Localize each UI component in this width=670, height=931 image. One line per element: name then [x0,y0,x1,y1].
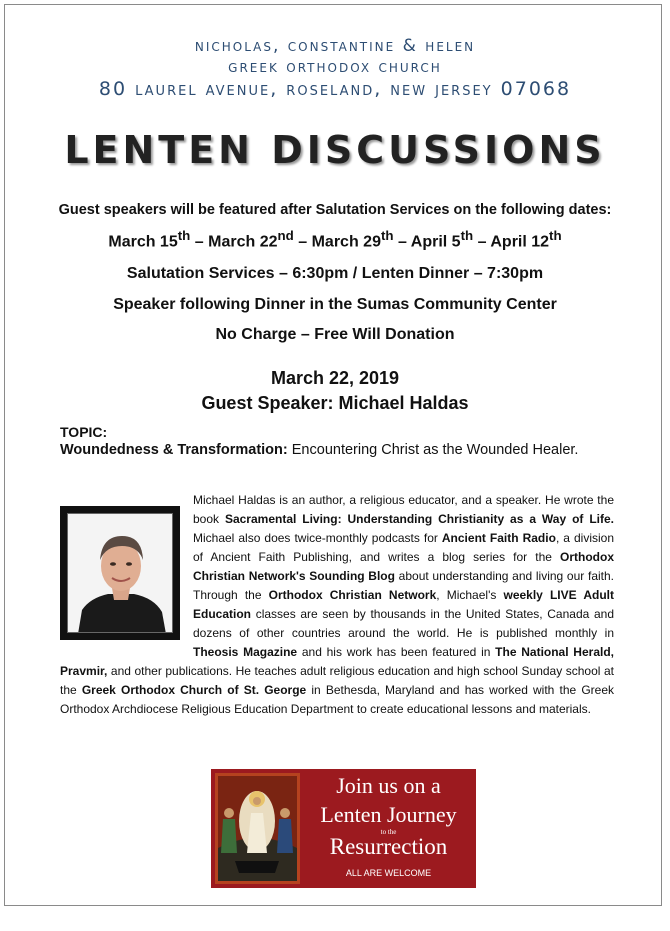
portrait-icon [68,514,173,633]
bio-text: Michael Haldas is an author, a religious educator, and a speaker. He wrote the book [193,493,614,526]
bio-text: and other publications. He teaches adult religious education and high school Sunday school at the [60,664,614,697]
banner-line3: to the [380,828,397,836]
topic-label: TOPIC: [60,424,108,440]
bio-text: about understanding and living our faith. Through the [193,569,614,602]
banner-line1: Join us on a [336,773,441,798]
date-separator: – [393,233,411,251]
church-address: 80 laurel avenue, roseland, new jersey 07068 [98,78,572,100]
banner-welcome: ALL ARE WELCOME [345,868,432,878]
banner-text [301,769,476,888]
bio-text: , a division of Ancient Faith Publishing, and writes a blog series for the [193,531,615,564]
event-date: March 22, 2019 [270,368,400,388]
bio-highlight: Greek Orthodox Church of St. George [81,683,307,697]
date-suffix: nd [277,228,294,243]
dates-line [0,228,670,251]
date-suffix: th [177,228,191,243]
bio-text: Michael also does twice-monthly podcasts for [193,531,442,545]
speaker-photo [67,513,173,633]
resurrection-icon [215,773,300,884]
date-item: April 12 [490,233,550,251]
topic-line [60,442,640,458]
bio-text: and his work has been featured in [297,645,496,659]
speaker-photo-frame [60,506,180,640]
bio-highlight: The National Herald, Pravmir, [60,645,614,678]
speaker-location: Speaker following Dinner in the Sumas Community Center [113,296,557,313]
date-separator: – [190,233,209,251]
date-separator: – [473,233,491,251]
charge-note: No Charge – Free Will Donation [215,326,455,343]
date-item: March 22 [208,233,278,251]
bio-highlight: weekly LIVE Adult Education [193,588,614,621]
bio-text: , Michael's [436,588,504,602]
service-times: Salutation Services – 6:30pm / Lenten Dinner – 7:30pm [126,265,544,282]
church-type-line: greek orthodox church [228,57,442,77]
church-name-line: nicholas, constantine & helen [194,36,476,56]
date-suffix: th [380,228,394,243]
date-suffix: th [460,228,474,243]
date-separator: – [293,233,312,251]
date-item: April 5 [410,233,461,251]
bio-highlight: Orthodox Christian Network's Sounding Blog [193,550,614,583]
lenten-journey-banner [211,769,476,888]
page-title: LENTEN DISCUSSIONS [64,128,606,172]
topic-subtitle: Encountering Christ as the Wounded Healer. [287,442,579,458]
intro-text: Guest speakers will be featured after Salutation Services on the following dates: [58,202,612,218]
bio-text: in Bethesda, Maryland and has worked with the Greek Orthodox Archdiocese Religious Education Department to create educational lessons and materials. [60,683,614,716]
guest-speaker: Guest Speaker: Michael Haldas [201,393,469,413]
bio-book-title: Sacramental Living: Understanding Christianity as a Way of Life. [224,512,614,526]
date-item: March 29 [311,233,381,251]
date-item: March 15 [108,233,178,251]
banner-line2: Lenten Journey [320,802,457,827]
date-suffix: th [549,228,562,243]
bio-highlight: Ancient Faith Radio [441,531,556,545]
bio-highlight: Theosis Magazine [193,645,298,659]
bio-highlight: Orthodox Christian Network [268,588,437,602]
topic-title: Woundedness & Transformation: [60,442,288,458]
banner-line4: Resurrection [329,834,448,859]
bio-text: classes are seen by thousands in the United States, Canada and dozens of other countries around the world. He is published monthly in [193,607,614,640]
